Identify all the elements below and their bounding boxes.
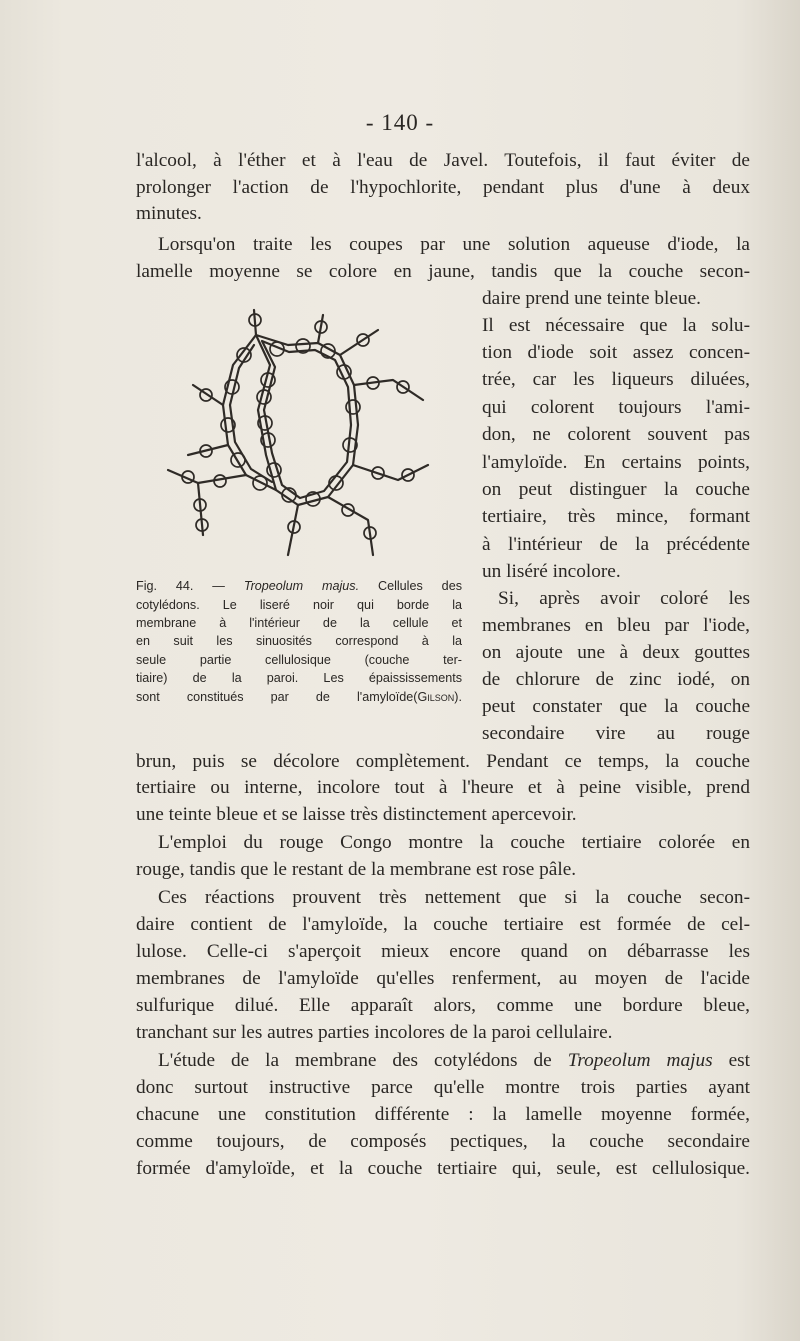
text-line: rouge, tandis que le restant de la membrane est rose pâle. (136, 859, 577, 880)
text-line: membranes de l'amyloïde qu'elles renferment, au moyen de l'acide (136, 968, 750, 989)
figure-caption-line (136, 577, 462, 595)
text-line: qui colorent toujours l'ami- (482, 397, 750, 418)
text-fragment: est (728, 1050, 750, 1071)
text-line: peut constater que la couche (482, 696, 750, 717)
text-line: on peut distinguer la couche (482, 479, 750, 500)
text-line: Il est nécessaire que la solu- (482, 315, 750, 336)
text-line: daire prend une teinte bleue. (482, 288, 701, 309)
text-line: minutes. (136, 203, 202, 224)
text-line: secondaire vire au rouge (482, 723, 750, 744)
text-line: un liséré incolore. (482, 561, 621, 582)
text-line: chacune une constitution différente : la lamelle moyenne formée, (136, 1104, 750, 1125)
text-line (158, 1048, 750, 1074)
text-line: tertiaire ou interne, incolore tout à l'heure et à peine visible, prend (136, 777, 750, 798)
text-line: Ces réactions prouvent très nettement que si la couche secon- (158, 887, 750, 908)
text-line: L'emploi du rouge Congo montre la couche tertiaire colorée en (158, 832, 750, 853)
figure-caption-text: Cellules des (377, 579, 462, 593)
text-line: membranes en bleu par l'iode, (482, 615, 750, 636)
text-line: l'alcool, à l'éther et à l'eau de Javel. Toutefois, il faut éviter de (136, 150, 750, 171)
text-line: trée, car les liqueurs diluées, (482, 369, 750, 390)
text-line: sulfurique dilué. Elle apparaît alors, comme une bordure bleue, (136, 995, 750, 1016)
figure-label: Fig. 44. — (136, 579, 225, 593)
text-line: brun, puis se décolore complètement. Pendant ce temps, la couche (136, 751, 750, 772)
species-name: Tropeolum majus (567, 1050, 713, 1071)
text-line: lamelle moyenne se colore en jaune, tandis que la couche secon- (136, 261, 750, 282)
text-line: formée d'amyloïde, et la couche tertiaire qui, seule, est cellulosique. (136, 1158, 750, 1179)
text-line: tranchant sur les autres parties incolores de la paroi cellulaire. (136, 1022, 613, 1043)
figure-caption-line (136, 688, 462, 706)
figure-caption-line: membrane à l'intérieur de la cellule et (136, 616, 462, 630)
text-line: tertiaire, très mince, formant (482, 506, 750, 527)
figure-caption-line: seule partie cellulosique (couche ter- (136, 653, 462, 667)
text-line: don, ne colorent souvent pas (482, 424, 750, 445)
text-line: lulose. Celle-ci s'aperçoit mieux encore quand on débarrasse les (136, 941, 750, 962)
text-line: Lorsqu'on traite les coupes par une solution aqueuse d'iode, la (158, 234, 750, 255)
cotyledon-cells-illustration (158, 305, 448, 565)
figure-caption-text: sont constitués par de l'amyloïde (136, 690, 414, 704)
text-line: donc surtout instructive parce qu'elle montre trois parties ayant (136, 1077, 750, 1098)
figure-caption-line: en suit les sinuosités correspond à la (136, 634, 462, 648)
text-line: daire contient de l'amyloïde, la couche tertiaire est formée de cel- (136, 914, 750, 935)
text-line: à l'intérieur de la précédente (482, 534, 750, 555)
text-line: on ajoute une à deux gouttes (482, 642, 750, 663)
text-line: de chlorure de zinc iodé, on (482, 669, 750, 690)
figure-caption-line: tiaire) de la paroi. Les épaississements (136, 671, 462, 685)
text-fragment: L'étude de la membrane des cotylédons de (158, 1050, 552, 1071)
figure-caption-line: cotylédons. Le liseré noir qui borde la (136, 598, 462, 612)
text-line: tion d'iode soit assez concen- (482, 342, 750, 363)
text-line: prolonger l'action de l'hypochlorite, pendant plus d'une à deux (136, 177, 750, 198)
text-line: comme toujours, de composés pectiques, la couche secondaire (136, 1131, 750, 1152)
figure-species: Tropeolum majus. (243, 579, 360, 593)
figure-author: (Gilson). (413, 690, 462, 704)
text-line: une teinte bleue et se laisse très distinctement apercevoir. (136, 804, 577, 825)
text-line: l'amyloïde. En certains points, (482, 452, 750, 473)
text-line: Si, après avoir coloré les (498, 588, 750, 609)
page-number: - 140 - (365, 110, 435, 135)
